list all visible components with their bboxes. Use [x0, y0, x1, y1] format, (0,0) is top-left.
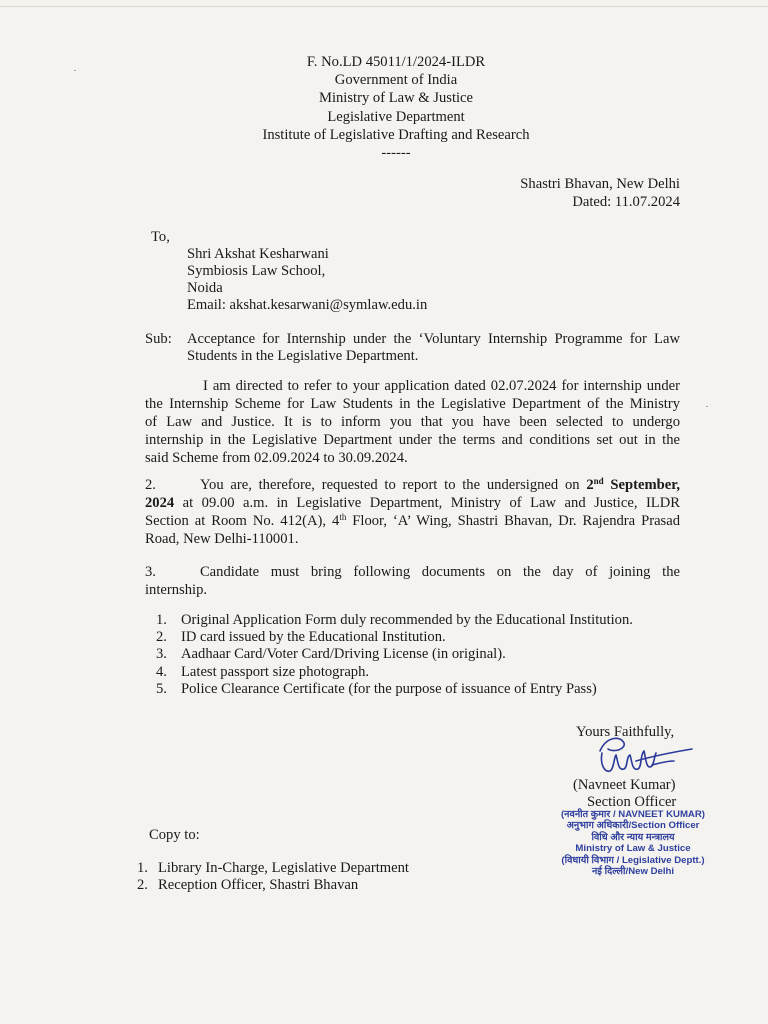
- list-item: [137, 877, 409, 894]
- report-year: 2024: [145, 495, 175, 511]
- header-department: Legislative Department: [327, 108, 465, 125]
- list-item-text: Original Application Form duly recommended by the Educational Institution.: [181, 612, 633, 628]
- list-item-text: ID card issued by the Educational Institution.: [181, 629, 446, 646]
- header-ministry: Ministry of Law & Justice: [318, 90, 474, 107]
- list-item: [156, 681, 633, 698]
- report-month: September,: [603, 477, 680, 493]
- list-item-number: 5.: [156, 680, 167, 697]
- signatory-designation: Section Officer: [587, 794, 677, 810]
- date-line: Dated: 11.07.2024: [572, 194, 680, 210]
- stamp-line-6: नई दिल्ली/New Delhi: [591, 866, 675, 878]
- addressee-institution: Symbiosis Law School,: [187, 263, 326, 279]
- para2-line-1-text: You are, therefore, requested to report to the undersigned on: [199, 477, 587, 493]
- para2-line-1: [145, 476, 680, 494]
- floor-suffix: th: [339, 512, 347, 522]
- signature-stroke-loop: [600, 738, 624, 751]
- addressee-city: Noida: [187, 280, 223, 296]
- header-government: Government of India: [334, 72, 458, 89]
- signature-image: [594, 731, 698, 779]
- list-item-text: Latest passport size photograph.: [181, 663, 370, 680]
- paragraph-2: [145, 476, 680, 548]
- list-item: [156, 612, 633, 629]
- list-item-number: 3.: [156, 646, 167, 663]
- signatory-name: (Navneet Kumar): [573, 777, 676, 793]
- paragraph-3: [145, 563, 680, 599]
- para2-line-3: [145, 512, 680, 530]
- subject-line-1: Acceptance for Internship under the ‘Voluntary Internship Programme for Law: [187, 331, 680, 347]
- para3-number: 3.: [145, 564, 156, 580]
- file-number: F. No.LD 45011/1/2024-ILDR: [306, 54, 486, 70]
- stamp-line-3: विधि और न्याय मन्त्रालय: [591, 831, 675, 843]
- para2-line-2-text: at 09.00 a.m. in Legislative Department, Ministry of Law and Justice, ILDR: [174, 495, 680, 511]
- copy-to-label: Copy to:: [149, 827, 200, 843]
- closing-salutation: Yours Faithfully,: [576, 724, 675, 740]
- list-item-text: Library In-Charge, Legislative Department: [158, 860, 409, 876]
- para1-line-4: internship in the Legislative Department under the terms and conditions set out in the: [145, 432, 680, 448]
- para2-line-4: Road, New Delhi-110001.: [145, 531, 299, 547]
- list-item: [156, 629, 633, 646]
- para2-line-3-text-a: Section at Room No. 412(A), 4: [145, 513, 340, 529]
- list-item-number: 1.: [156, 612, 167, 628]
- scan-edge-line: [0, 6, 768, 7]
- stamp-line-5: (विधायी विभाग / Legislative Deptt.): [561, 854, 705, 866]
- subject-text: [187, 330, 680, 366]
- documents-list: [156, 612, 633, 698]
- list-item-number: 1.: [137, 860, 148, 876]
- subject-label: Sub:: [145, 331, 172, 347]
- stamp-line-1: (नवनीत कुमार / NAVNEET KUMAR): [560, 809, 705, 820]
- place-line: Shastri Bhavan, New Delhi: [520, 176, 680, 192]
- list-item-number: 2.: [156, 629, 167, 646]
- para2-number: 2.: [145, 477, 156, 493]
- addressee-name: Shri Akshat Kesharwani: [187, 246, 329, 262]
- signature-stroke-main: [601, 751, 656, 771]
- list-item-text: Police Clearance Certificate (for the purpose of issuance of Entry Pass): [181, 680, 597, 697]
- stamp-line-2: अनुभाग अधिकारी/Section Officer: [566, 820, 700, 832]
- subject-line-2: Students in the Legislative Department.: [187, 348, 419, 364]
- para1-line-5: said Scheme from 02.09.2024 to 30.09.2024.: [145, 450, 408, 466]
- para1-line-2: the Internship Scheme for Law Students in the Legislative Department of the Ministry: [145, 396, 680, 412]
- para1-line-1: I am directed to refer to your application dated 02.07.2024 for internship under: [203, 378, 680, 394]
- list-item-number: 2.: [137, 877, 148, 894]
- scan-speck: [706, 406, 708, 407]
- para2-line-2: [145, 494, 680, 512]
- list-item: [156, 664, 633, 681]
- report-day-suffix: nd: [593, 476, 604, 486]
- list-item-text: Reception Officer, Shastri Bhavan: [158, 877, 359, 894]
- para1-line-3: of Law and Justice. It is to inform you that you have been selected to undergo: [145, 414, 680, 430]
- header-institute: Institute of Legislative Drafting and Research: [262, 126, 530, 143]
- list-item-number: 4.: [156, 663, 167, 680]
- para2-line-3-text-b: Floor, ‘A’ Wing, Shastri Bhavan, Dr. Rajendra Prasad: [346, 513, 681, 529]
- addressee-email: Email: akshat.kesarwani@symlaw.edu.in: [187, 297, 428, 313]
- to-label: To,: [151, 229, 170, 245]
- paragraph-1: [145, 377, 680, 467]
- para3-line-1-text: Candidate must bring following documents on the day of joining the: [199, 564, 680, 580]
- scan-speck: [74, 70, 76, 71]
- list-item: [156, 646, 633, 663]
- official-stamp: [536, 809, 730, 877]
- signature-stroke-dash: [652, 761, 674, 765]
- letter-header: [200, 53, 592, 162]
- list-item: [137, 860, 409, 877]
- header-divider: ------: [381, 145, 411, 162]
- list-item-text: Aadhaar Card/Voter Card/Driving License (in original).: [181, 646, 506, 663]
- stamp-line-4: Ministry of Law & Justice: [575, 843, 691, 855]
- para3-line-1: [145, 563, 680, 581]
- copy-to-list: [137, 860, 409, 894]
- para3-line-2: internship.: [145, 582, 208, 598]
- report-day: 2: [586, 477, 594, 493]
- report-date-bold: [586, 477, 680, 493]
